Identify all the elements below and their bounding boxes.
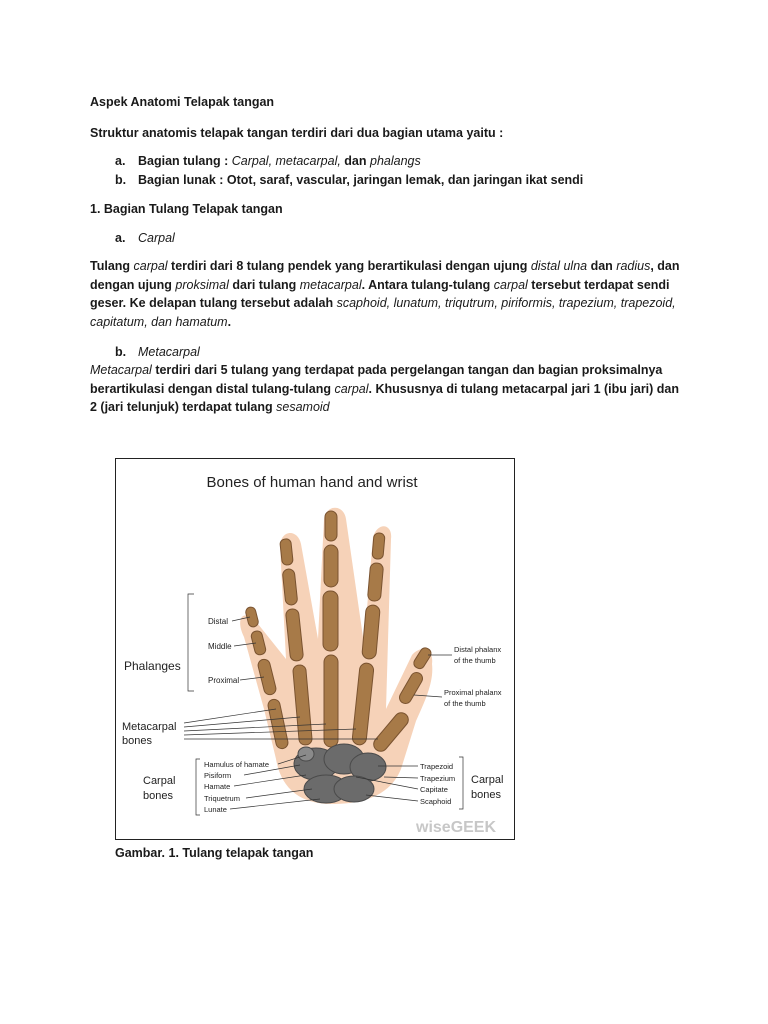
label-metacarpal-2: bones (122, 735, 152, 747)
text-run: carpal (334, 381, 369, 396)
bone (325, 511, 337, 541)
leader-line (366, 795, 418, 801)
subheading-title: Carpal (138, 231, 175, 245)
text-run: Metacarpal (90, 363, 152, 377)
label-trapezoid: Trapezoid (420, 762, 454, 771)
label-middle: Middle (208, 642, 232, 651)
label-proximal-thumb: Proximal phalanx (444, 688, 502, 697)
label-proximal-thumb-2: of the thumb (444, 699, 486, 708)
text-run: terdiri dari 8 tulang pendek yang berartikulasi dengan ujung (167, 259, 531, 273)
text-run: terdiri dari 5 tulang yang terdapat pada pergelangan tangan dan bagian proksimalnya berartikulasi dengan distal tulang-tulang (90, 363, 663, 396)
bone (298, 747, 314, 761)
text-run: . Khususnya di tulang metacarpal jari 1 (ibu jari) dan 2 (jari telunjuk) terdapat tulang (90, 381, 680, 414)
label-hamulus: Hamulus of hamate (204, 760, 270, 769)
text-run: dan (587, 259, 617, 273)
list-item (115, 152, 421, 170)
label-distal-thumb: Distal phalanx (454, 645, 502, 654)
intro-text: Struktur anatomis telapak tangan terdiri dari dua bagian utama yaitu : (90, 126, 504, 140)
figure-title: Bones of human hand and wrist (206, 474, 418, 491)
text-run: tersebut terdapat sendi geser. Ke delapan tulang tersebut adalah (90, 277, 670, 310)
label-trapezium: Trapezium (420, 774, 456, 783)
text-run: . Antara tulang-tulang (361, 277, 494, 292)
carpal-right-bracket (459, 757, 463, 809)
list-item (115, 171, 583, 189)
bone (323, 591, 338, 651)
label-metacarpal: Metacarpal (122, 721, 177, 733)
list-marker: b. (115, 173, 127, 187)
text-run: carpal (493, 277, 528, 292)
label-capitate: Capitate (420, 785, 448, 794)
subheading-title: Metacarpal (138, 345, 200, 359)
text-run: radius (616, 259, 651, 273)
label-carpal-right-2: bones (471, 789, 501, 801)
text-run: proksimal (175, 277, 229, 292)
list-marker: a. (115, 154, 126, 168)
bone (367, 563, 383, 602)
list-marker: a. (115, 231, 126, 245)
label-carpal-left: Carpal (143, 775, 176, 787)
label-lunate: Lunate (204, 805, 227, 814)
carpal-left-bracket (196, 759, 200, 815)
carpal-paragraph (90, 257, 680, 331)
label-phalanges: Phalanges (124, 659, 181, 673)
metacarpal-paragraph (90, 361, 680, 417)
label-proximal: Proximal (208, 676, 240, 685)
text-run: metacarpal (299, 277, 362, 292)
text-run: dari tulang (228, 277, 300, 292)
bone (324, 545, 338, 587)
label-carpal-right: Carpal (471, 774, 504, 786)
doc-title: Aspek Anatomi Telapak tangan (90, 95, 275, 109)
label-triquetrum: Triquetrum (204, 794, 240, 803)
text-run: carpal (133, 259, 168, 273)
text-run: . (227, 314, 232, 329)
list-marker: b. (115, 345, 127, 359)
hand-bones-illustration (116, 459, 514, 839)
label-distal: Distal (208, 617, 229, 626)
hand-bones-figure (115, 458, 515, 840)
figure-caption: Gambar. 1. Tulang telapak tangan (115, 846, 314, 860)
leader-line (184, 709, 276, 723)
label-carpal-left-2: bones (143, 790, 173, 802)
bone (280, 538, 294, 565)
text-run: Tulang (90, 259, 134, 273)
text-run: sesamoid (276, 400, 330, 414)
text-run: scaphoid, lunatum, triqutrum, piriformis, trapezium, trapezoid, capitatum, dan hamatum (90, 296, 676, 329)
list-label: Bagian tulang : (138, 154, 232, 168)
label-scaphoid: Scaphoid (420, 797, 452, 806)
text-run: distal ulna (530, 259, 588, 273)
brand-watermark: wiseGEEK (416, 819, 497, 836)
label-pisiform: Pisiform (204, 771, 232, 780)
bone (324, 655, 338, 747)
list-conj: dan (340, 154, 370, 168)
bone (334, 776, 374, 802)
phalanges-bracket (188, 594, 194, 691)
leader-line (230, 799, 320, 809)
label-distal-thumb-2: of the thumb (454, 656, 496, 665)
text-run: , dan dengan ujung (90, 259, 680, 292)
list-term: phalangs (370, 154, 421, 168)
list-term: Carpal, metacarpal, (231, 154, 341, 168)
bone (372, 533, 385, 560)
subheading-metacarpal (115, 343, 200, 361)
carpal-bones-cluster (294, 744, 386, 803)
section-heading: 1. Bagian Tulang Telapak tangan (90, 202, 283, 216)
label-hamate: Hamate (204, 782, 231, 791)
list-label: Bagian lunak : Otot, saraf, vascular, jaringan lemak, dan jaringan ikat sendi (138, 173, 584, 187)
subheading-carpal (115, 229, 175, 247)
